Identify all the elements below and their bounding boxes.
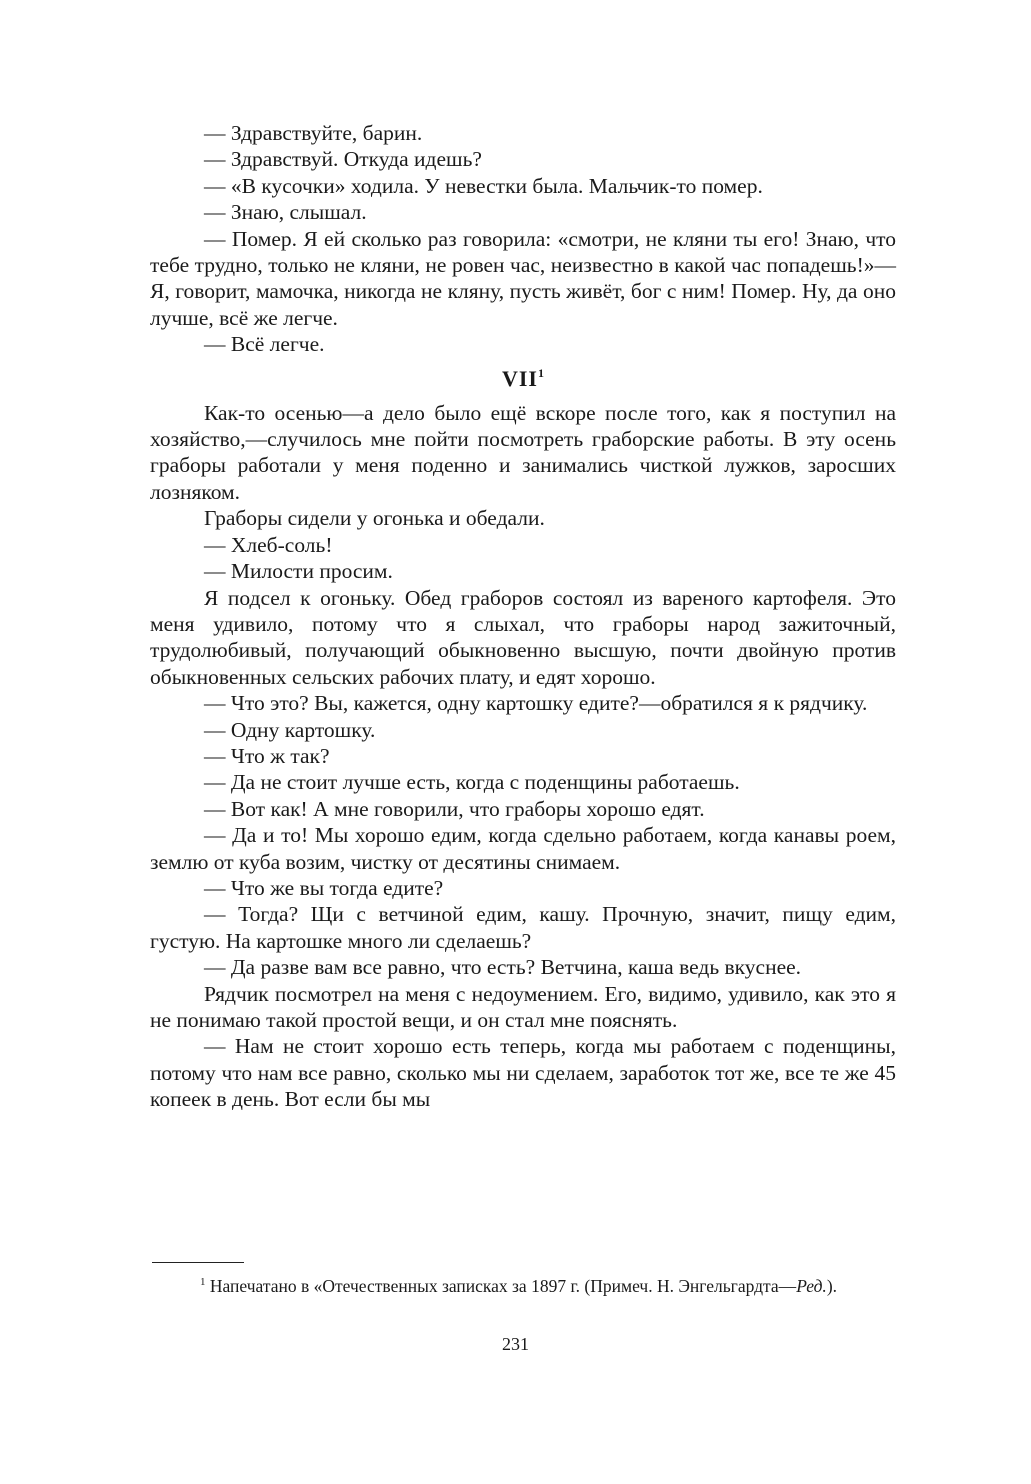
paragraph: — Тогда? Щи с ветчиной едим, кашу. Прочную, значит, пищу едим, густую. На картошке много ли сделаешь? (150, 902, 896, 953)
footnote-text (150, 1270, 896, 1298)
chapter-heading (150, 358, 896, 400)
paragraph: — Здравствуйте, барин. (204, 121, 423, 145)
footnote-editor: Ред. (796, 1275, 827, 1296)
page-number: 231 (502, 1334, 529, 1354)
paragraph: — Нам не стоит хорошо есть теперь, когда мы работаем с поденщины, потому что нам все равно, сколько мы ни сделаем, заработок тот же, все те же 45 копеек в день. Вот если бы мы (150, 1034, 896, 1112)
paragraph: — Да и то! Мы хорошо едим, когда сдельно работаем, когда канавы роем, землю от куба возим, чистку от десятины снимаем. (150, 823, 896, 874)
footnote-reference: 1 (538, 365, 544, 380)
paragraph: Как-то осенью—а дело было ещё вскоре после того, как я поступил на хозяйство,—случилось мне пойти посмотреть граборские работы. В эту осень граборы работали у меня поденно и занимались чисткой лужков, заросших лозняком. (150, 400, 896, 504)
paragraph: — «В кусочки» ходила. У невестки была. Мальчик-то помер. (204, 173, 763, 198)
paragraph: — Милости просим. (204, 559, 393, 584)
paragraph: — Помер. Я ей сколько раз говорила: «смотри, не кляни ты его! Знаю, что тебе трудно, только не кляни, не ровен час, неизвестно в какой час попадешь!»—Я, говорит, мамочка, никогда не кляну, пусть живёт, бог с ним! Помер. Ну, да оно лучше, всё же легче. (150, 226, 896, 330)
footnote-body: Напечатано в «Отечественных записках за 1897 г. (Примеч. Н. Энгельгардта— (209, 1275, 797, 1296)
paragraph: — Вот как! А мне говорили, что граборы хорошо едят. (204, 796, 705, 821)
paragraph: Рядчик посмотрел на меня с недоумением. Его, видимо, удивило, как это я не понимаю такой простой вещи, и он стал мне пояснять. (150, 981, 896, 1032)
paragraph: Граборы сидели у огонька и обедали. (204, 506, 545, 531)
footnote-divider (152, 1262, 244, 1263)
footnote-tail: ). (826, 1275, 838, 1296)
paragraph: — Что же вы тогда едите? (204, 875, 444, 900)
paragraph: — Одну картошку. (204, 717, 376, 742)
footnote-mark: 1 (200, 1276, 206, 1288)
paragraph: — Да разве вам все равно, что есть? Ветчина, каша ведь вкуснее. (204, 955, 802, 980)
main-text (150, 120, 896, 1113)
paragraph: — Хлеб-соль! (204, 532, 333, 557)
footnote (150, 1270, 896, 1298)
chapter-numeral: VII (501, 365, 538, 391)
paragraph: — Здравствуй. Откуда идешь? (204, 147, 482, 172)
paragraph: — Знаю, слышал. (204, 200, 367, 225)
paragraph: — Да не стоит лучше есть, когда с поденщины работаешь. (204, 770, 740, 795)
paragraph: — Что это? Вы, кажется, одну картошку едите?—обратился я к рядчику. (204, 691, 868, 716)
paragraph: Я подсел к огоньку. Обед граборов состоял из вареного картофеля. Это меня удивило, потому что я слыхал, что граборы народ зажиточный, трудолюбивый, получающий обыкновенно высшую, почти двойную против обыкновенных сельских рабочих плату, и едят хорошо. (150, 585, 896, 689)
paragraph: — Что ж так? (204, 743, 330, 768)
paragraph: — Всё легче. (204, 332, 325, 357)
